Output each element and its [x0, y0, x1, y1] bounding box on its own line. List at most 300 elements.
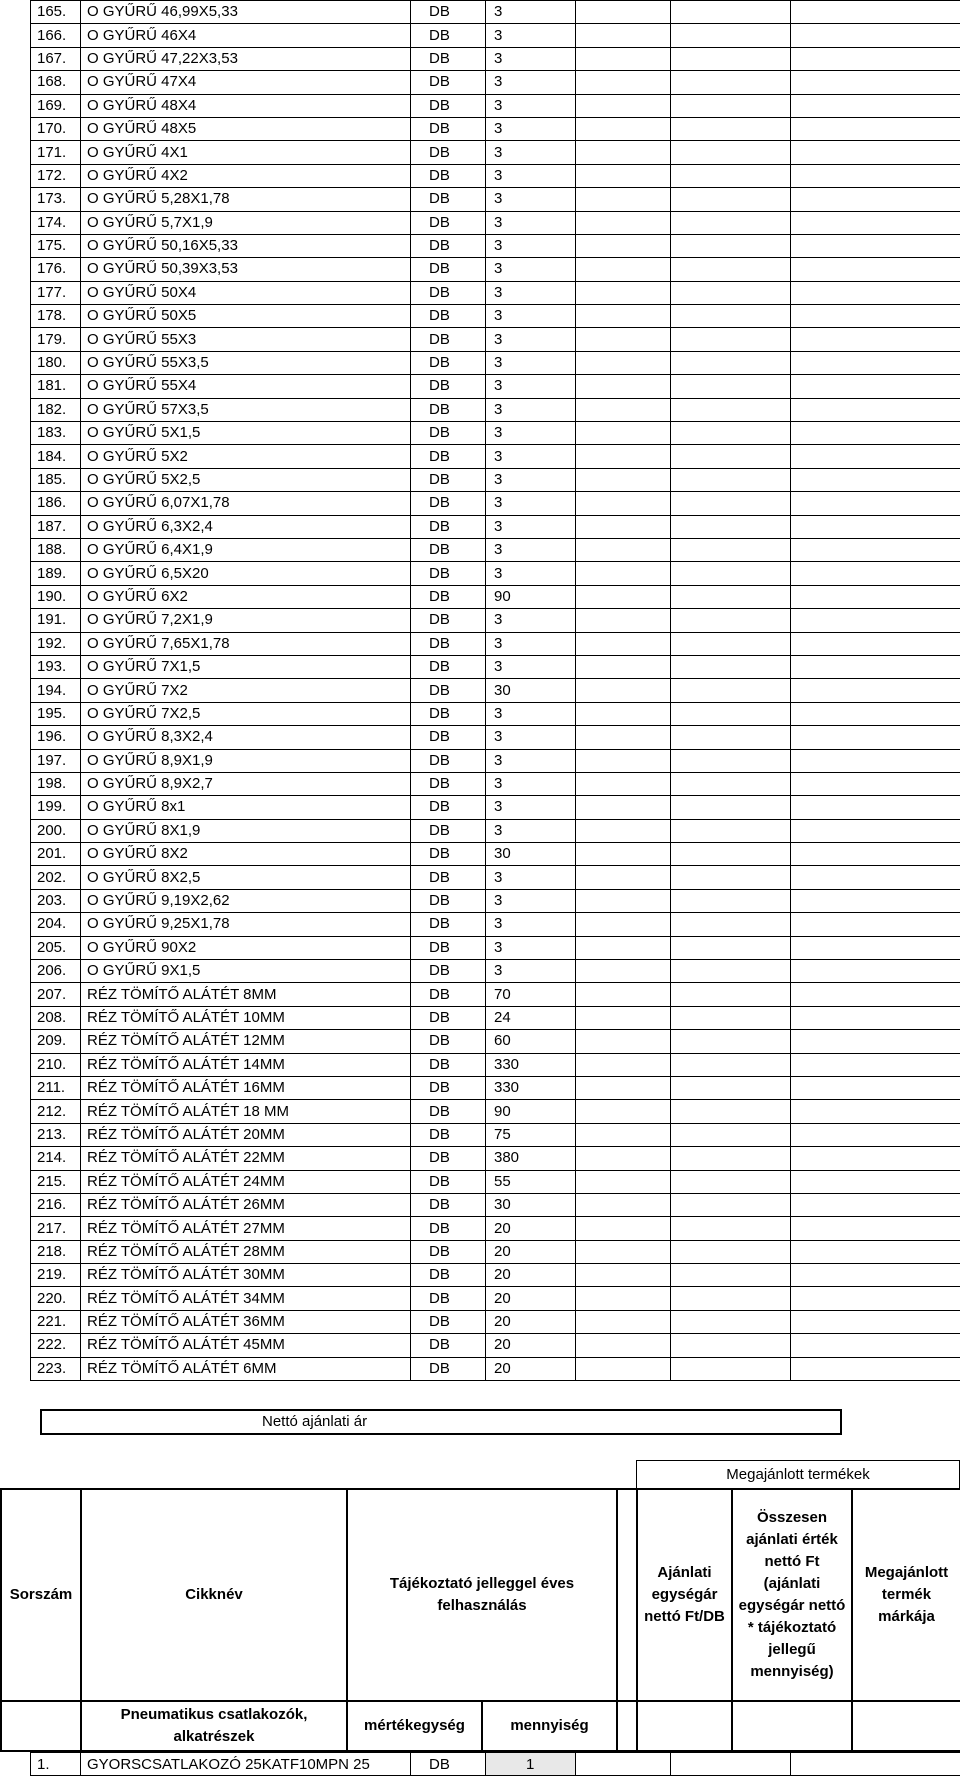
- row-cell-empty[interactable]: [671, 983, 791, 1006]
- table-row: [31, 749, 960, 772]
- row-cell-empty[interactable]: [671, 24, 791, 47]
- row-cell-empty[interactable]: [791, 1193, 960, 1216]
- table-row: [31, 1193, 960, 1216]
- row-unit: DB: [411, 983, 486, 1006]
- table-row: [31, 1006, 960, 1029]
- header-blank-left: [1, 1701, 81, 1751]
- items-body: [31, 1, 960, 1381]
- row-name: O GYŰRŰ 7X1,5: [81, 655, 411, 678]
- row-cell-empty[interactable]: [791, 281, 960, 304]
- row-cell-empty[interactable]: [791, 422, 960, 445]
- row-name: O GYŰRŰ 9,19X2,62: [81, 889, 411, 912]
- row-name: O GYŰRŰ 6,07X1,78: [81, 492, 411, 515]
- row-name: O GYŰRŰ 50,39X3,53: [81, 258, 411, 281]
- row-unit: DB: [411, 1240, 486, 1263]
- row-cell-empty[interactable]: [791, 211, 960, 234]
- row-qty: 3: [486, 71, 576, 94]
- table-row: [31, 24, 960, 47]
- row-qty: 3: [486, 258, 576, 281]
- row-cell-empty[interactable]: [791, 445, 960, 468]
- row-cell-empty[interactable]: [791, 936, 960, 959]
- row-cell-empty[interactable]: [791, 398, 960, 421]
- row-cell-empty[interactable]: [576, 492, 671, 515]
- row-number: 173.: [31, 188, 81, 211]
- row-cell-empty[interactable]: [576, 351, 671, 374]
- row-cell-empty[interactable]: [791, 1, 960, 24]
- row-cell-empty[interactable]: [671, 1240, 791, 1263]
- row-qty: 20: [486, 1357, 576, 1380]
- row-unit: DB: [411, 117, 486, 140]
- row-cell-empty[interactable]: [671, 422, 791, 445]
- table-row: [31, 889, 960, 912]
- row-name: O GYŰRŰ 8X1,9: [81, 819, 411, 842]
- row-cell-empty[interactable]: [576, 796, 671, 819]
- row-number: 1.: [31, 1753, 81, 1776]
- row-cell-empty[interactable]: [671, 1287, 791, 1310]
- row-cell-empty[interactable]: [791, 1076, 960, 1099]
- row-cell-empty[interactable]: [671, 117, 791, 140]
- items-table: [30, 0, 960, 1381]
- row-cell-empty[interactable]: [671, 94, 791, 117]
- row-cell-empty[interactable]: [671, 305, 791, 328]
- row-cell-empty[interactable]: [576, 1100, 671, 1123]
- row-cell-empty[interactable]: [791, 609, 960, 632]
- row-cell-empty[interactable]: [791, 1240, 960, 1263]
- row-cell-empty[interactable]: [576, 234, 671, 257]
- row-qty: 60: [486, 1030, 576, 1053]
- row-cell-empty[interactable]: [671, 1170, 791, 1193]
- row-qty: 3: [486, 468, 576, 491]
- row-cell-empty[interactable]: [791, 1147, 960, 1170]
- row-number: 208.: [31, 1006, 81, 1029]
- table-row: [31, 141, 960, 164]
- row-unit: DB: [411, 211, 486, 234]
- row-cell-empty[interactable]: [576, 1217, 671, 1240]
- row-name: O GYŰRŰ 55X4: [81, 375, 411, 398]
- row-qty: 3: [486, 117, 576, 140]
- row-cell-empty[interactable]: [576, 422, 671, 445]
- row-unit: DB: [411, 515, 486, 538]
- row-cell-empty[interactable]: [791, 234, 960, 257]
- row-cell-empty[interactable]: [576, 889, 671, 912]
- row-cell-empty[interactable]: [791, 468, 960, 491]
- row-cell-empty[interactable]: [671, 328, 791, 351]
- row-qty: 24: [486, 1006, 576, 1029]
- row-cell-empty[interactable]: [576, 71, 671, 94]
- table-row: [31, 866, 960, 889]
- row-cell-empty[interactable]: [671, 492, 791, 515]
- row-cell-empty[interactable]: [791, 1006, 960, 1029]
- row-cell-empty[interactable]: [671, 749, 791, 772]
- table-row: [31, 562, 960, 585]
- row-cell-empty[interactable]: [576, 1, 671, 24]
- row-cell-empty[interactable]: [576, 117, 671, 140]
- row-name: O GYŰRŰ 7,2X1,9: [81, 609, 411, 632]
- row-name: RÉZ TÖMÍTŐ ALÁTÉT 12MM: [81, 1030, 411, 1053]
- row-cell-empty[interactable]: [671, 538, 791, 561]
- row-unit: DB: [411, 960, 486, 983]
- row-cell-empty[interactable]: [576, 1076, 671, 1099]
- row-unit: DB: [411, 328, 486, 351]
- row-name: RÉZ TÖMÍTŐ ALÁTÉT 10MM: [81, 1006, 411, 1029]
- row-cell-empty[interactable]: [671, 1053, 791, 1076]
- row-qty: 3: [486, 866, 576, 889]
- row-unit: DB: [411, 913, 486, 936]
- row-cell-empty[interactable]: [576, 562, 671, 585]
- row-cell-empty[interactable]: [576, 515, 671, 538]
- row-cell-empty[interactable]: [576, 1123, 671, 1146]
- row-cell-empty[interactable]: [576, 1170, 671, 1193]
- row-name: O GYŰRŰ 5X1,5: [81, 422, 411, 445]
- row-cell-empty[interactable]: [671, 1217, 791, 1240]
- row-cell-empty[interactable]: [791, 585, 960, 608]
- row-cell-empty[interactable]: [791, 1217, 960, 1240]
- row-cell-empty[interactable]: [576, 1147, 671, 1170]
- row-number: 203.: [31, 889, 81, 912]
- netto-label: Nettó ajánlati ár: [262, 1413, 368, 1430]
- row-cell-empty[interactable]: [671, 609, 791, 632]
- row-unit: DB: [411, 398, 486, 421]
- row-qty: 3: [486, 819, 576, 842]
- row-cell-empty[interactable]: [791, 796, 960, 819]
- row-cell-empty[interactable]: [576, 1193, 671, 1216]
- row-cell-empty[interactable]: [671, 843, 791, 866]
- row-cell-empty[interactable]: [576, 305, 671, 328]
- row-cell-empty[interactable]: [576, 1030, 671, 1053]
- row-cell-empty[interactable]: [671, 445, 791, 468]
- row-cell-empty[interactable]: [576, 211, 671, 234]
- row-cell-empty[interactable]: [671, 936, 791, 959]
- row-cell-empty[interactable]: [671, 913, 791, 936]
- header-spacer: [617, 1489, 637, 1701]
- row-cell-empty[interactable]: [791, 164, 960, 187]
- row-cell-empty[interactable]: [576, 936, 671, 959]
- row-cell-empty[interactable]: [671, 468, 791, 491]
- row-cell-empty[interactable]: [791, 632, 960, 655]
- row-number: 218.: [31, 1240, 81, 1263]
- row-qty: 3: [486, 772, 576, 795]
- table-row: [31, 796, 960, 819]
- row-cell-empty[interactable]: [791, 1123, 960, 1146]
- row-number: 168.: [31, 71, 81, 94]
- row-cell-empty[interactable]: [671, 1147, 791, 1170]
- table-row: [31, 94, 960, 117]
- row-cell-empty[interactable]: [791, 351, 960, 374]
- row-cell-empty[interactable]: [576, 94, 671, 117]
- row-name: RÉZ TÖMÍTŐ ALÁTÉT 24MM: [81, 1170, 411, 1193]
- row-number: 204.: [31, 913, 81, 936]
- row-qty: 3: [486, 913, 576, 936]
- row-unit: DB: [411, 749, 486, 772]
- row-cell-empty[interactable]: [791, 141, 960, 164]
- row-unit: DB: [411, 422, 486, 445]
- table-row: [31, 960, 960, 983]
- row-unit: DB: [411, 281, 486, 304]
- row-cell-empty[interactable]: [791, 1053, 960, 1076]
- row-cell-empty[interactable]: [576, 445, 671, 468]
- row-cell-empty[interactable]: [671, 1193, 791, 1216]
- row-name: RÉZ TÖMÍTŐ ALÁTÉT 30MM: [81, 1264, 411, 1287]
- row-cell-empty[interactable]: [671, 819, 791, 842]
- row-cell-empty[interactable]: [671, 772, 791, 795]
- row-cell-empty[interactable]: [576, 749, 671, 772]
- table-row: [31, 211, 960, 234]
- table-row: [31, 1076, 960, 1099]
- row-cell-empty[interactable]: [576, 398, 671, 421]
- table-row: [31, 1170, 960, 1193]
- row-cell-empty[interactable]: [671, 515, 791, 538]
- row-cell-empty[interactable]: [576, 632, 671, 655]
- row-number: 201.: [31, 843, 81, 866]
- row-cell-empty[interactable]: [671, 1310, 791, 1333]
- row-cell-empty[interactable]: [791, 1287, 960, 1310]
- row-cell-empty[interactable]: [791, 1264, 960, 1287]
- row-cell-empty[interactable]: [791, 258, 960, 281]
- row-cell-empty[interactable]: [671, 632, 791, 655]
- row-number: 205.: [31, 936, 81, 959]
- row-cell-empty[interactable]: [576, 609, 671, 632]
- row-qty: 3: [486, 211, 576, 234]
- row-cell-empty[interactable]: [576, 772, 671, 795]
- row-cell-empty[interactable]: [791, 47, 960, 70]
- row-cell-empty[interactable]: [791, 772, 960, 795]
- row-cell-empty[interactable]: [671, 562, 791, 585]
- row-cell-empty[interactable]: [576, 375, 671, 398]
- row-cell-empty[interactable]: [576, 1264, 671, 1287]
- row-cell-empty[interactable]: [671, 585, 791, 608]
- row-cell-empty[interactable]: [671, 1334, 791, 1357]
- row-qty: 1: [486, 1753, 576, 1776]
- row-cell-empty[interactable]: [791, 1310, 960, 1333]
- row-cell-empty[interactable]: [576, 468, 671, 491]
- row-cell-empty[interactable]: [671, 655, 791, 678]
- row-cell-empty[interactable]: [576, 866, 671, 889]
- row-cell-empty[interactable]: [791, 843, 960, 866]
- row-cell-empty[interactable]: [791, 71, 960, 94]
- row-number: 167.: [31, 47, 81, 70]
- row-cell-empty[interactable]: [576, 679, 671, 702]
- row-cell-empty[interactable]: [791, 726, 960, 749]
- row-cell-empty[interactable]: [791, 188, 960, 211]
- table-row: [31, 117, 960, 140]
- row-cell-empty[interactable]: [791, 1334, 960, 1357]
- row-cell-empty[interactable]: [791, 655, 960, 678]
- row-cell-empty[interactable]: [576, 258, 671, 281]
- row-cell-empty[interactable]: [791, 24, 960, 47]
- row-number: 222.: [31, 1334, 81, 1357]
- table-row: [31, 1287, 960, 1310]
- row-unit: DB: [411, 492, 486, 515]
- row-cell-empty[interactable]: [576, 538, 671, 561]
- row-qty: 55: [486, 1170, 576, 1193]
- header-total: Összesen ajánlati érték nettó Ft (ajánlati egységár nettó * tájékoztató jellegű mennyiség): [732, 1489, 852, 1701]
- row-cell-empty[interactable]: [671, 1, 791, 24]
- table-row: [31, 515, 960, 538]
- row-cell-empty[interactable]: [576, 585, 671, 608]
- row-cell-empty[interactable]: [791, 117, 960, 140]
- row-cell-empty[interactable]: [791, 1170, 960, 1193]
- row-cell-empty[interactable]: [791, 983, 960, 1006]
- row-cell-empty[interactable]: [671, 1006, 791, 1029]
- row-cell-empty[interactable]: [791, 538, 960, 561]
- row-cell-empty[interactable]: [671, 726, 791, 749]
- row-cell-empty[interactable]: [576, 1287, 671, 1310]
- row-cell-empty[interactable]: [671, 866, 791, 889]
- row-cell-empty[interactable]: [671, 141, 791, 164]
- row-cell-empty[interactable]: [791, 1100, 960, 1123]
- row-cell-empty[interactable]: [671, 960, 791, 983]
- row-cell-empty[interactable]: [576, 24, 671, 47]
- table-row: [31, 632, 960, 655]
- row-cell-empty[interactable]: [576, 164, 671, 187]
- row-cell-empty[interactable]: [576, 960, 671, 983]
- row-cell-empty[interactable]: [791, 1030, 960, 1053]
- row-cell-empty[interactable]: [576, 47, 671, 70]
- row-number: 177.: [31, 281, 81, 304]
- netto-row: [40, 1409, 842, 1435]
- row-cell-empty[interactable]: [791, 94, 960, 117]
- row-cell-empty[interactable]: [671, 211, 791, 234]
- row-cell-empty[interactable]: [791, 305, 960, 328]
- row-qty: 3: [486, 562, 576, 585]
- row-cell-empty[interactable]: [671, 702, 791, 725]
- row-cell-empty[interactable]: [671, 47, 791, 70]
- row-cell-empty[interactable]: [576, 913, 671, 936]
- row-cell-empty[interactable]: [671, 71, 791, 94]
- row-cell-empty[interactable]: [671, 1123, 791, 1146]
- row-name: O GYŰRŰ 7X2: [81, 679, 411, 702]
- row-cell-empty[interactable]: [671, 889, 791, 912]
- row-cell-empty[interactable]: [791, 328, 960, 351]
- row-cell-empty[interactable]: [671, 164, 791, 187]
- row-cell-empty[interactable]: [671, 679, 791, 702]
- row-cell-empty[interactable]: [671, 1753, 791, 1776]
- row-qty: 3: [486, 726, 576, 749]
- row-qty: 30: [486, 679, 576, 702]
- row-unit: DB: [411, 819, 486, 842]
- row-cell-empty[interactable]: [576, 1310, 671, 1333]
- header-group: Pneumatikus csatlakozók, alkatrészek: [81, 1701, 347, 1751]
- row-number: 180.: [31, 351, 81, 374]
- table-row: [31, 258, 960, 281]
- row-cell-empty[interactable]: [576, 819, 671, 842]
- row-number: 207.: [31, 983, 81, 1006]
- row-cell-empty[interactable]: [791, 960, 960, 983]
- table-row: [31, 1147, 960, 1170]
- row-qty: 3: [486, 492, 576, 515]
- row-cell-empty[interactable]: [791, 679, 960, 702]
- row-cell-empty[interactable]: [671, 1030, 791, 1053]
- table-row: [31, 1030, 960, 1053]
- row-cell-empty[interactable]: [576, 281, 671, 304]
- row-number: 213.: [31, 1123, 81, 1146]
- row-cell-empty[interactable]: [791, 375, 960, 398]
- table-row: [31, 655, 960, 678]
- row-cell-empty[interactable]: [791, 819, 960, 842]
- row-cell-empty[interactable]: [671, 281, 791, 304]
- row-cell-empty[interactable]: [576, 1006, 671, 1029]
- row-unit: DB: [411, 702, 486, 725]
- row-name: O GYŰRŰ 5,7X1,9: [81, 211, 411, 234]
- table-row: [31, 609, 960, 632]
- row-cell-empty[interactable]: [791, 889, 960, 912]
- row-unit: DB: [411, 164, 486, 187]
- row-cell-empty[interactable]: [791, 913, 960, 936]
- row-cell-empty[interactable]: [671, 1357, 791, 1380]
- row-cell-empty[interactable]: [576, 983, 671, 1006]
- row-number: 193.: [31, 655, 81, 678]
- row-name: O GYŰRŰ 9,25X1,78: [81, 913, 411, 936]
- last-row-table: [30, 1752, 960, 1776]
- row-cell-empty[interactable]: [576, 655, 671, 678]
- row-cell-empty[interactable]: [671, 398, 791, 421]
- row-cell-empty[interactable]: [671, 351, 791, 374]
- row-cell-empty[interactable]: [576, 141, 671, 164]
- row-cell-empty[interactable]: [576, 1357, 671, 1380]
- row-cell-empty[interactable]: [671, 1076, 791, 1099]
- row-number: 183.: [31, 422, 81, 445]
- row-cell-empty[interactable]: [791, 1357, 960, 1380]
- row-cell-empty[interactable]: [791, 749, 960, 772]
- row-cell-empty[interactable]: [576, 1240, 671, 1263]
- row-number: 186.: [31, 492, 81, 515]
- row-cell-empty[interactable]: [671, 258, 791, 281]
- row-cell-empty[interactable]: [671, 1264, 791, 1287]
- table-row: [31, 351, 960, 374]
- row-qty: 3: [486, 1, 576, 24]
- row-name: O GYŰRŰ 55X3,5: [81, 351, 411, 374]
- row-cell-empty[interactable]: [671, 796, 791, 819]
- row-cell-empty[interactable]: [791, 1753, 960, 1776]
- row-cell-empty[interactable]: [671, 1100, 791, 1123]
- row-cell-empty[interactable]: [671, 375, 791, 398]
- row-qty: 3: [486, 188, 576, 211]
- row-cell-empty[interactable]: [791, 562, 960, 585]
- row-cell-empty[interactable]: [576, 843, 671, 866]
- header-spacer-2: [617, 1701, 637, 1751]
- row-cell-empty[interactable]: [791, 515, 960, 538]
- row-cell-empty[interactable]: [576, 1753, 671, 1776]
- row-cell-empty[interactable]: [791, 702, 960, 725]
- row-cell-empty[interactable]: [576, 328, 671, 351]
- row-number: 172.: [31, 164, 81, 187]
- header-blank-3: [852, 1701, 960, 1751]
- row-cell-empty[interactable]: [671, 188, 791, 211]
- row-cell-empty[interactable]: [576, 702, 671, 725]
- row-name: RÉZ TÖMÍTŐ ALÁTÉT 27MM: [81, 1217, 411, 1240]
- table-row: [31, 936, 960, 959]
- table-row: [31, 679, 960, 702]
- table-row: [31, 983, 960, 1006]
- row-unit: DB: [411, 1170, 486, 1193]
- row-cell-empty[interactable]: [791, 492, 960, 515]
- row-name: O GYŰRŰ 7,65X1,78: [81, 632, 411, 655]
- row-name: O GYŰRŰ 5,28X1,78: [81, 188, 411, 211]
- row-qty: 3: [486, 375, 576, 398]
- row-name: RÉZ TÖMÍTŐ ALÁTÉT 8MM: [81, 983, 411, 1006]
- row-cell-empty[interactable]: [576, 1334, 671, 1357]
- row-unit: DB: [411, 1, 486, 24]
- row-unit: DB: [411, 1100, 486, 1123]
- table-row: [31, 305, 960, 328]
- row-qty: 30: [486, 843, 576, 866]
- row-cell-empty[interactable]: [671, 234, 791, 257]
- row-cell-empty[interactable]: [791, 866, 960, 889]
- row-cell-empty[interactable]: [576, 188, 671, 211]
- row-name: O GYŰRŰ 4X1: [81, 141, 411, 164]
- row-cell-empty[interactable]: [576, 726, 671, 749]
- row-cell-empty[interactable]: [576, 1053, 671, 1076]
